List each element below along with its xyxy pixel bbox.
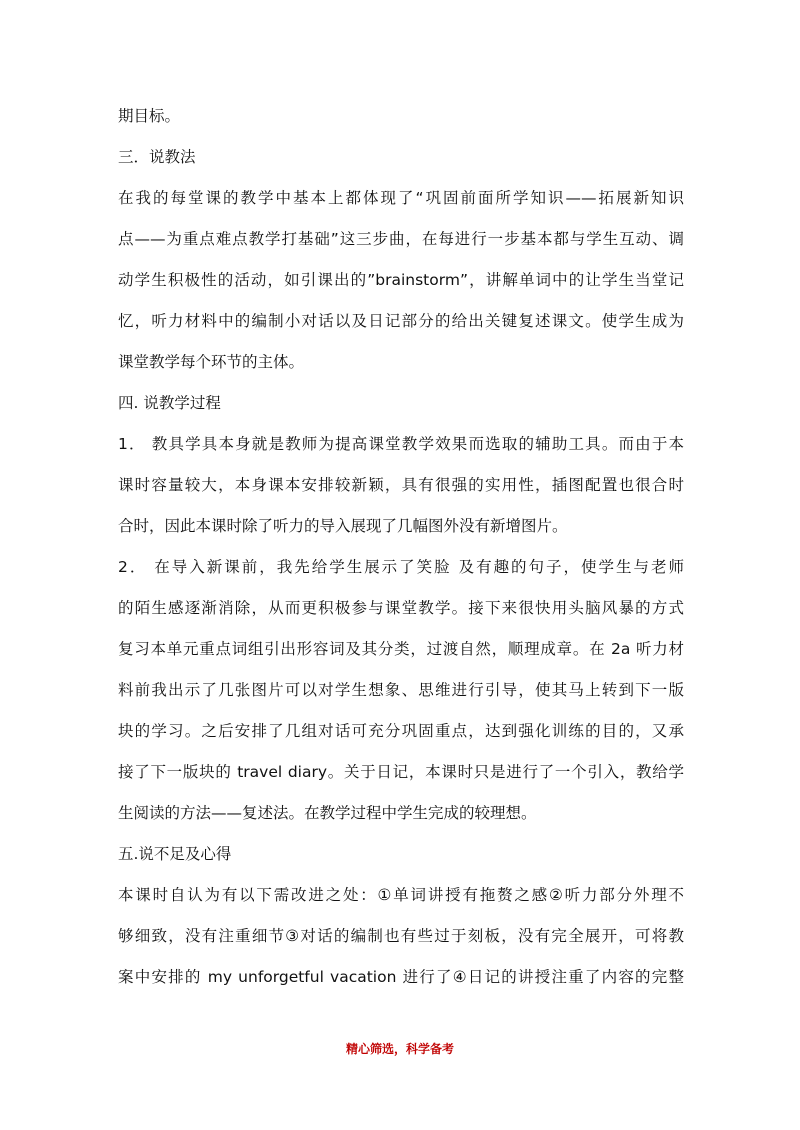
text-line: 在我的每堂课的教学中基本上都体现了“巩固前面所学知识——拓展新知识 bbox=[118, 189, 684, 207]
text-line: 块的学习。之后安排了几组对话可充分巩固重点，达到强化训练的目的，又承 bbox=[118, 722, 684, 740]
text-line: 料前我出示了几张图片可以对学生想象、思维进行引导，使其马上转到下一版 bbox=[118, 681, 684, 699]
text-line: 接了下一版块的 travel diary。关于日记，本课时只是进行了一个引入，教给学 bbox=[118, 763, 684, 781]
text-line: 课堂教学每个环节的主体。 bbox=[118, 353, 305, 371]
text-line: 点——为重点难点教学打基础”这三步曲，在每进行一步基本都与学生互动、调 bbox=[118, 230, 684, 248]
text-line: 案中安排的 my unforgetful vacation 进行了④日记的讲授注重了内容的完整 bbox=[118, 968, 684, 986]
text-line: 1． 教具学具本身就是教师为提高课堂教学效果而选取的辅助工具。而由于本 bbox=[118, 435, 684, 453]
text-line: 本课时自认为有以下需改进之处：①单词讲授有拖赘之感②听力部分外理不 bbox=[118, 886, 684, 904]
text-line: 够细致，没有注重细节③对话的编制也有些过于刻板，没有完全展开，可将教 bbox=[118, 927, 684, 945]
text-line: 忆，听力材料中的编制小对话以及日记部分的给出关键复述课文。使学生成为 bbox=[118, 312, 684, 330]
footer-slogan: 精心筛选，科学备考 bbox=[345, 1042, 454, 1056]
text-line: 合时，因此本课时除了听力的导入展现了几幅图外没有新增图片。 bbox=[118, 517, 568, 535]
section-heading-teaching-method: 三．说教法 bbox=[118, 148, 196, 166]
text-line: 课时容量较大，本身课本安排较新颖，具有很强的实用性，插图配置也很合时 bbox=[118, 476, 684, 494]
text-line: 期目标。 bbox=[118, 107, 181, 125]
text-line: 动学生积极性的活动，如引课出的”brainstorm”，讲解单词中的让学生当堂记 bbox=[118, 271, 684, 289]
section-heading-teaching-process: 四. 说教学过程 bbox=[118, 394, 221, 412]
document-body bbox=[118, 96, 684, 998]
text-line: 的陌生感逐渐消除，从而更积极参与课堂教学。接下来很快用头脑风暴的方式 bbox=[118, 599, 684, 617]
text-line: 复习本单元重点词组引出形容词及其分类，过渡自然，顺理成章。在 2a 听力材 bbox=[118, 640, 684, 658]
text-line: 2． 在导入新课前，我先给学生展示了笑脸 及有趣的句子，使学生与老师 bbox=[118, 558, 684, 576]
section-heading-shortcomings: 五.说不足及心得 bbox=[118, 845, 232, 863]
text-line: 生阅读的方法——复述法。在教学过程中学生完成的较理想。 bbox=[118, 804, 537, 822]
